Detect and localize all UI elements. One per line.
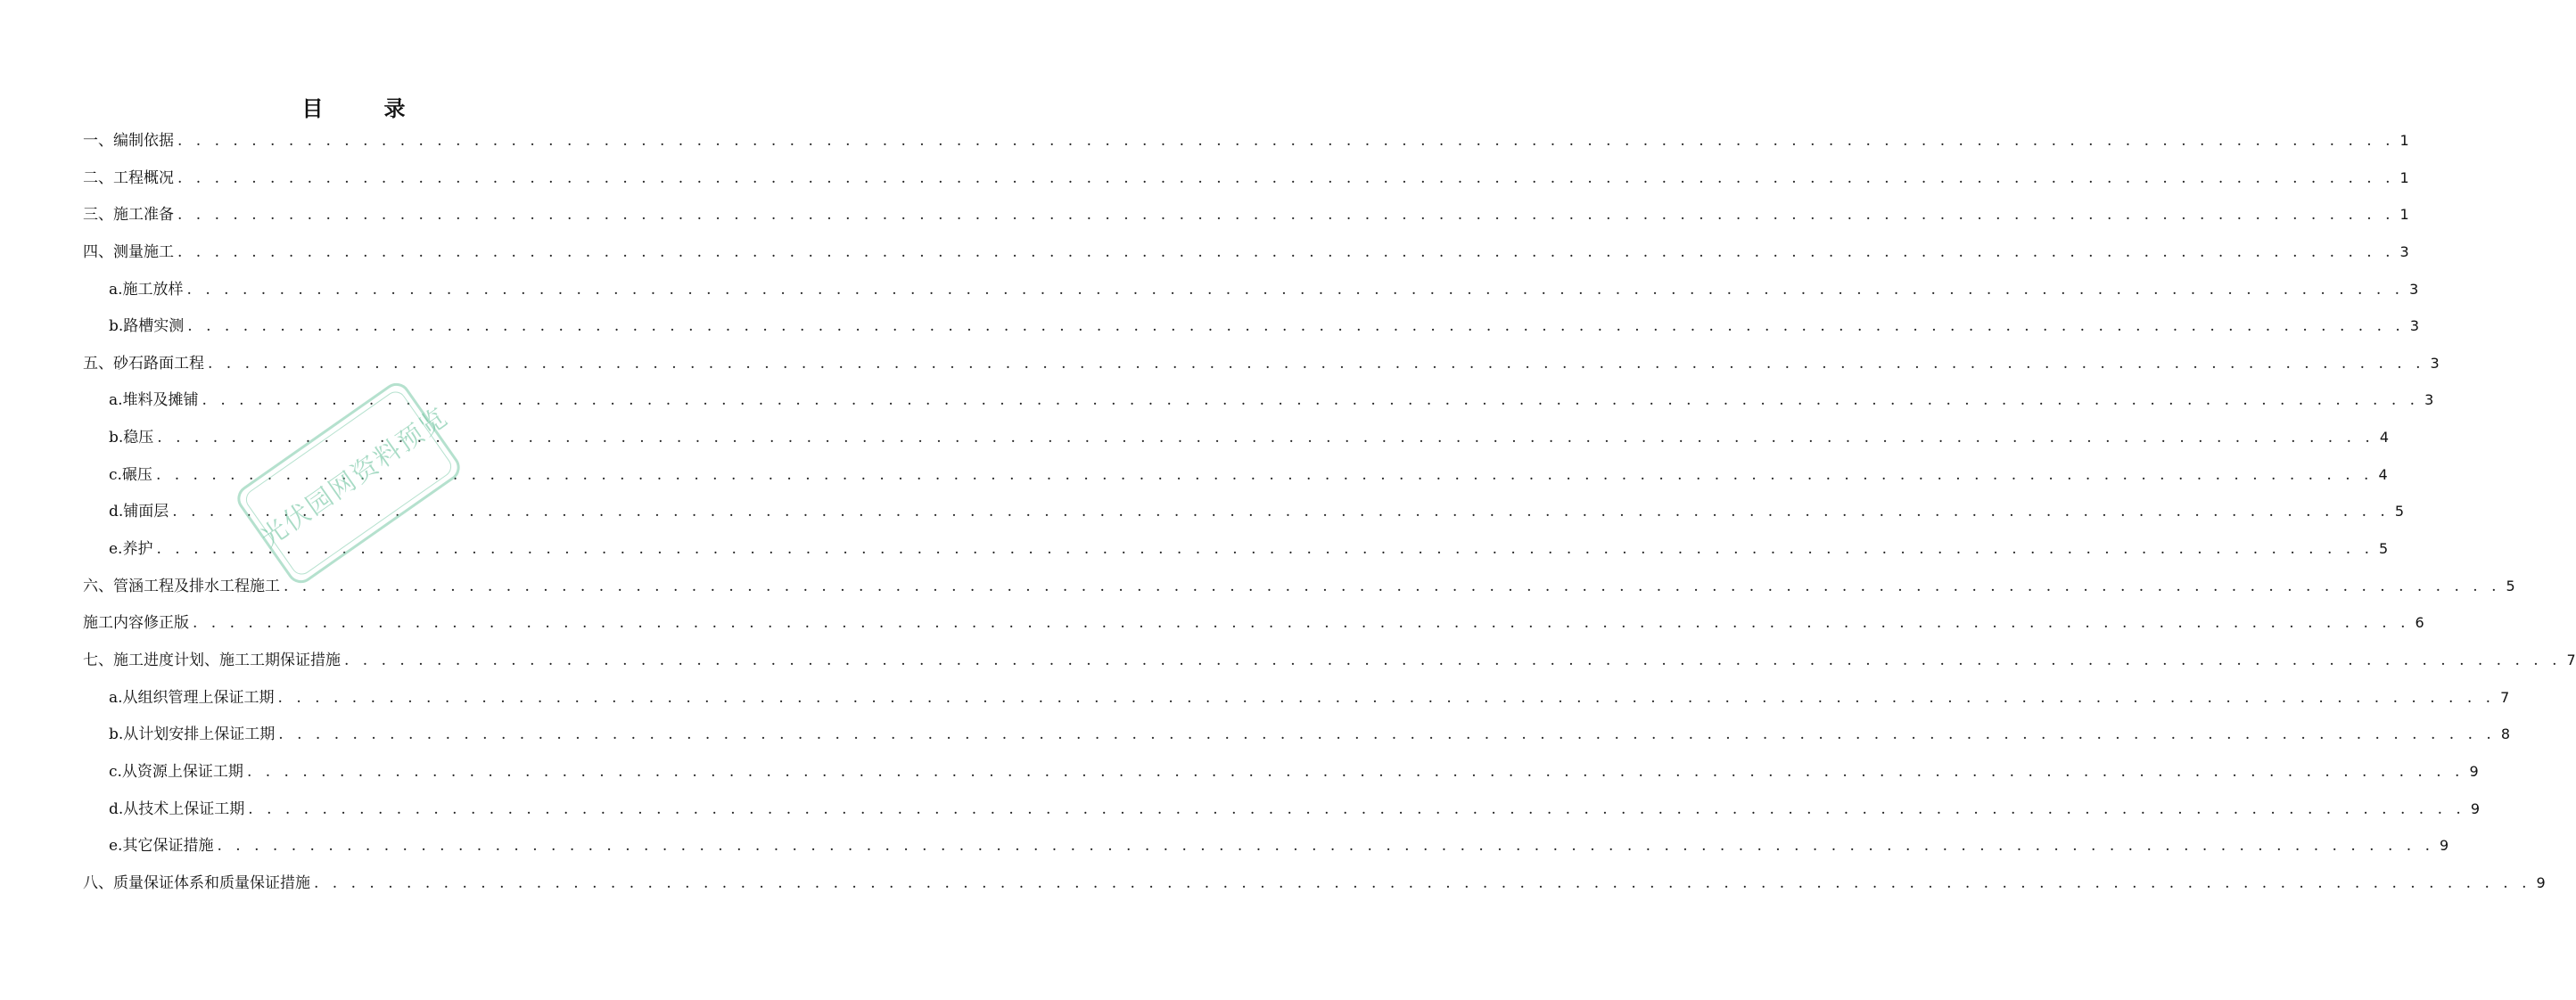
toc-page-number: 1 xyxy=(2399,168,2409,186)
toc-leader-dots: . . . . . . . . . . . . . . . . . . . . . . . . . . . . . . . . . . . . . . . . . . . . . . . . . . . . . . . . . . . . . . . . . . . . . . . . . . . . . . . . . . . . . . . . . . . . . . . . . . . . . . . . . . . . . . . . . . . . . . . . xyxy=(187,317,2405,336)
toc-page-number: 3 xyxy=(2424,391,2434,409)
toc-leader-dots: . . . . . . . . . . . . . . . . . . . . . . . . . . . . . . . . . . . . . . . . . . . . . . . . . . . . . . . . . . . . . . . . . . . . . . . . . . . . . . . . . . . . . . . . . . . . . . . . . . . . . . . . . . . . . . . . . . . . . . . . xyxy=(186,280,2405,299)
toc-page-number: 3 xyxy=(2409,317,2419,335)
toc-entry-label: e.养护 xyxy=(109,540,153,559)
toc-entry-label: b.从计划安排上保证工期 xyxy=(109,725,276,744)
toc-entry[interactable] xyxy=(83,827,2449,865)
toc-page-number: 7 xyxy=(2500,688,2510,706)
page-title: 目 录 xyxy=(301,95,425,121)
toc-entry[interactable] xyxy=(83,679,2510,717)
toc-leader-dots: . . . . . . . . . . . . . . . . . . . . . . . . . . . . . . . . . . . . . . . . . . . . . . . . . . . . . . . . . . . . . . . . . . . . . . . . . . . . . . . . . . . . . . . . . . . . . . . . . . . . . . . . . . . . . . . . . . . . . . . . xyxy=(177,132,2395,150)
toc-entry[interactable] xyxy=(83,122,2409,160)
toc-entry-label: a.施工放样 xyxy=(109,280,184,299)
toc-entry[interactable] xyxy=(83,493,2404,530)
toc-entry-label: a.从组织管理上保证工期 xyxy=(109,688,275,707)
toc-page-number: 1 xyxy=(2399,132,2409,149)
toc-leader-dots: . . . . . . . . . . . . . . . . . . . . . . . . . . . . . . . . . . . . . . . . . . . . . . . . . . . . . . . . . . . . . . . . . . . . . . . . . . . . . . . . . . . . . . . . . . . . . . . . . . . . . . . . . . . . . . . . . . . . . . . . xyxy=(155,465,2374,484)
toc-entry[interactable] xyxy=(83,716,2510,753)
toc-leader-dots: . . . . . . . . . . . . . . . . . . . . . . . . . . . . . . . . . . . . . . . . . . . . . . . . . . . . . . . . . . . . . . . . . . . . . . . . . . . . . . . . . . . . . . . . . . . . . . . . . . . . . . . . . . . . . . . . . . . . . . . . xyxy=(248,799,2465,818)
toc-entry-label: d.从技术上保证工期 xyxy=(109,799,245,818)
toc-leader-dots: . . . . . . . . . . . . . . . . . . . . . . . . . . . . . . . . . . . . . . . . . . . . . . . . . . . . . . . . . . . . . . . . . . . . . . . . . . . . . . . . . . . . . . . . . . . . . . . . . . . . . . . . . . . . . . . . . . . . . . . . xyxy=(177,242,2395,261)
toc-page-number: 8 xyxy=(2500,725,2510,743)
toc-page-number: 3 xyxy=(2430,354,2440,372)
toc-page-number: 7 xyxy=(2566,651,2576,668)
toc-entry[interactable] xyxy=(83,530,2389,568)
toc-page-number: 3 xyxy=(2409,280,2419,298)
toc-leader-dots: . . . . . . . . . . . . . . . . . . . . . . . . . . . . . . . . . . . . . . . . . . . . . . . . . . . . . . . . . . . . . . . . . . . . . . . . . . . . . . . . . . . . . . . . . . . . . . . . . . . . . . . . . . . . . . . . . . . . . . . . xyxy=(277,688,2496,707)
toc-leader-dots: . . . . . . . . . . . . . . . . . . . . . . . . . . . . . . . . . . . . . . . . . . . . . . . . . . . . . . . . . . . . . . . . . . . . . . . . . . . . . . . . . . . . . . . . . . . . . . . . . . . . . . . . . . . . . . . . . . . . . . . . xyxy=(344,651,2562,669)
toc-entry-label: 六、管涵工程及排水工程施工 xyxy=(83,577,280,595)
toc-leader-dots: . . . . . . . . . . . . . . . . . . . . . . . . . . . . . . . . . . . . . . . . . . . . . . . . . . . . . . . . . . . . . . . . . . . . . . . . . . . . . . . . . . . . . . . . . . . . . . . . . . . . . . . . . . . . . . . . . . . . . . . . xyxy=(193,614,2410,633)
toc-page-number: 9 xyxy=(2536,873,2546,891)
toc-entry[interactable] xyxy=(83,160,2409,197)
toc-entry[interactable] xyxy=(83,196,2409,234)
toc-page-number: 1 xyxy=(2399,206,2409,224)
toc-leader-dots: . . . . . . . . . . . . . . . . . . . . . . . . . . . . . . . . . . . . . . . . . . . . . . . . . . . . . . . . . . . . . . . . . . . . . . . . . . . . . . . . . . . . . . . . . . . . . . . . . . . . . . . . . . . . . . . . . . . . . . . . xyxy=(202,391,2420,410)
toc-entry-label: c.碾压 xyxy=(109,465,152,484)
toc-entry[interactable] xyxy=(83,456,2388,494)
toc-entry-label: b.稳压 xyxy=(109,429,154,447)
toc-leader-dots: . . . . . . . . . . . . . . . . . . . . . . . . . . . . . . . . . . . . . . . . . . . . . . . . . . . . . . . . . . . . . . . . . . . . . . . . . . . . . . . . . . . . . . . . . . . . . . . . . . . . . . . . . . . . . . . . . . . . . . . . xyxy=(208,354,2425,373)
toc-entry-label: 三、施工准备 xyxy=(83,206,174,225)
toc-entry-label: 一、编制依据 xyxy=(83,132,174,150)
toc-leader-dots: . . . . . . . . . . . . . . . . . . . . . . . . . . . . . . . . . . . . . . . . . . . . . . . . . . . . . . . . . . . . . . . . . . . . . . . . . . . . . . . . . . . . . . . . . . . . . . . . . . . . . . . . . . . . . . . . . . . . . . . . xyxy=(278,725,2496,744)
toc-entry-label: 七、施工进度计划、施工工期保证措施 xyxy=(83,651,341,669)
toc-page-number: 9 xyxy=(2470,799,2480,817)
toc-entry[interactable] xyxy=(83,271,2419,308)
toc-entry[interactable] xyxy=(83,381,2434,419)
toc-entry[interactable] xyxy=(83,234,2409,271)
toc-entry[interactable] xyxy=(83,865,2546,902)
toc-entry[interactable] xyxy=(83,568,2515,605)
toc-page-number: 5 xyxy=(2394,503,2404,520)
toc-leader-dots: . . . . . . . . . . . . . . . . . . . . . . . . . . . . . . . . . . . . . . . . . . . . . . . . . . . . . . . . . . . . . . . . . . . . . . . . . . . . . . . . . . . . . . . . . . . . . . . . . . . . . . . . . . . . . . . . . . . . . . . . xyxy=(246,762,2465,781)
toc-entry-label: e.其它保证措施 xyxy=(109,837,214,856)
toc-page-number: 3 xyxy=(2399,242,2409,260)
toc-page-number: 5 xyxy=(2506,577,2515,594)
toc-entry[interactable] xyxy=(83,753,2479,791)
toc-entry[interactable] xyxy=(83,419,2389,456)
table-of-contents xyxy=(83,122,2576,901)
toc-entry[interactable] xyxy=(83,307,2419,345)
toc-entry[interactable] xyxy=(83,604,2424,642)
toc-leader-dots: . . . . . . . . . . . . . . . . . . . . . . . . . . . . . . . . . . . . . . . . . . . . . . . . . . . . . . . . . . . . . . . . . . . . . . . . . . . . . . . . . . . . . . . . . . . . . . . . . . . . . . . . . . . . . . . . . . . . . . . . xyxy=(217,837,2434,856)
toc-leader-dots: . . . . . . . . . . . . . . . . . . . . . . . . . . . . . . . . . . . . . . . . . . . . . . . . . . . . . . . . . . . . . . . . . . . . . . . . . . . . . . . . . . . . . . . . . . . . . . . . . . . . . . . . . . . . . . . . . . . . . . . . xyxy=(156,540,2374,559)
toc-leader-dots: . . . . . . . . . . . . . . . . . . . . . . . . . . . . . . . . . . . . . . . . . . . . . . . . . . . . . . . . . . . . . . . . . . . . . . . . . . . . . . . . . . . . . . . . . . . . . . . . . . . . . . . . . . . . . . . . . . . . . . . . xyxy=(284,577,2501,595)
toc-page-number: 9 xyxy=(2439,837,2449,855)
toc-page-number: 9 xyxy=(2469,762,2479,780)
toc-leader-dots: . . . . . . . . . . . . . . . . . . . . . . . . . . . . . . . . . . . . . . . . . . . . . . . . . . . . . . . . . . . . . . . . . . . . . . . . . . . . . . . . . . . . . . . . . . . . . . . . . . . . . . . . . . . . . . . . . . . . . . . . xyxy=(157,429,2374,447)
toc-entry-label: b.路槽实测 xyxy=(109,317,185,336)
toc-entry-label: d.铺面层 xyxy=(109,503,169,521)
toc-entry-label: c.从资源上保证工期 xyxy=(109,762,243,781)
toc-entry[interactable] xyxy=(83,345,2440,382)
toc-leader-dots: . . . . . . . . . . . . . . . . . . . . . . . . . . . . . . . . . . . . . . . . . . . . . . . . . . . . . . . . . . . . . . . . . . . . . . . . . . . . . . . . . . . . . . . . . . . . . . . . . . . . . . . . . . . . . . . . . . . . . . . . xyxy=(177,168,2395,187)
toc-page-number: 4 xyxy=(2379,429,2389,447)
toc-leader-dots: . . . . . . . . . . . . . . . . . . . . . . . . . . . . . . . . . . . . . . . . . . . . . . . . . . . . . . . . . . . . . . . . . . . . . . . . . . . . . . . . . . . . . . . . . . . . . . . . . . . . . . . . . . . . . . . . . . . . . . . . xyxy=(172,503,2390,521)
toc-entry-label: 二、工程概况 xyxy=(83,168,174,187)
toc-entry[interactable] xyxy=(83,791,2480,828)
watermark-text: 光伏园网资料预览 xyxy=(254,401,454,553)
toc-entry-label: 五、砂石路面工程 xyxy=(83,354,204,373)
toc-page-number: 6 xyxy=(2415,614,2424,632)
toc-page-number: 4 xyxy=(2378,465,2388,483)
toc-entry-label: a.堆料及摊铺 xyxy=(109,391,199,410)
toc-entry-label: 四、测量施工 xyxy=(83,242,174,261)
toc-entry[interactable] xyxy=(83,642,2576,679)
toc-leader-dots: . . . . . . . . . . . . . . . . . . . . . . . . . . . . . . . . . . . . . . . . . . . . . . . . . . . . . . . . . . . . . . . . . . . . . . . . . . . . . . . . . . . . . . . . . . . . . . . . . . . . . . . . . . . . . . . . . . . . . . . . xyxy=(314,873,2531,892)
toc-page-number: 5 xyxy=(2378,540,2389,558)
toc-entry-label: 施工内容修正版 xyxy=(83,614,189,633)
toc-leader-dots: . . . . . . . . . . . . . . . . . . . . . . . . . . . . . . . . . . . . . . . . . . . . . . . . . . . . . . . . . . . . . . . . . . . . . . . . . . . . . . . . . . . . . . . . . . . . . . . . . . . . . . . . . . . . . . . . . . . . . . . . xyxy=(177,206,2395,225)
toc-entry-label: 八、质量保证体系和质量保证措施 xyxy=(83,873,310,892)
